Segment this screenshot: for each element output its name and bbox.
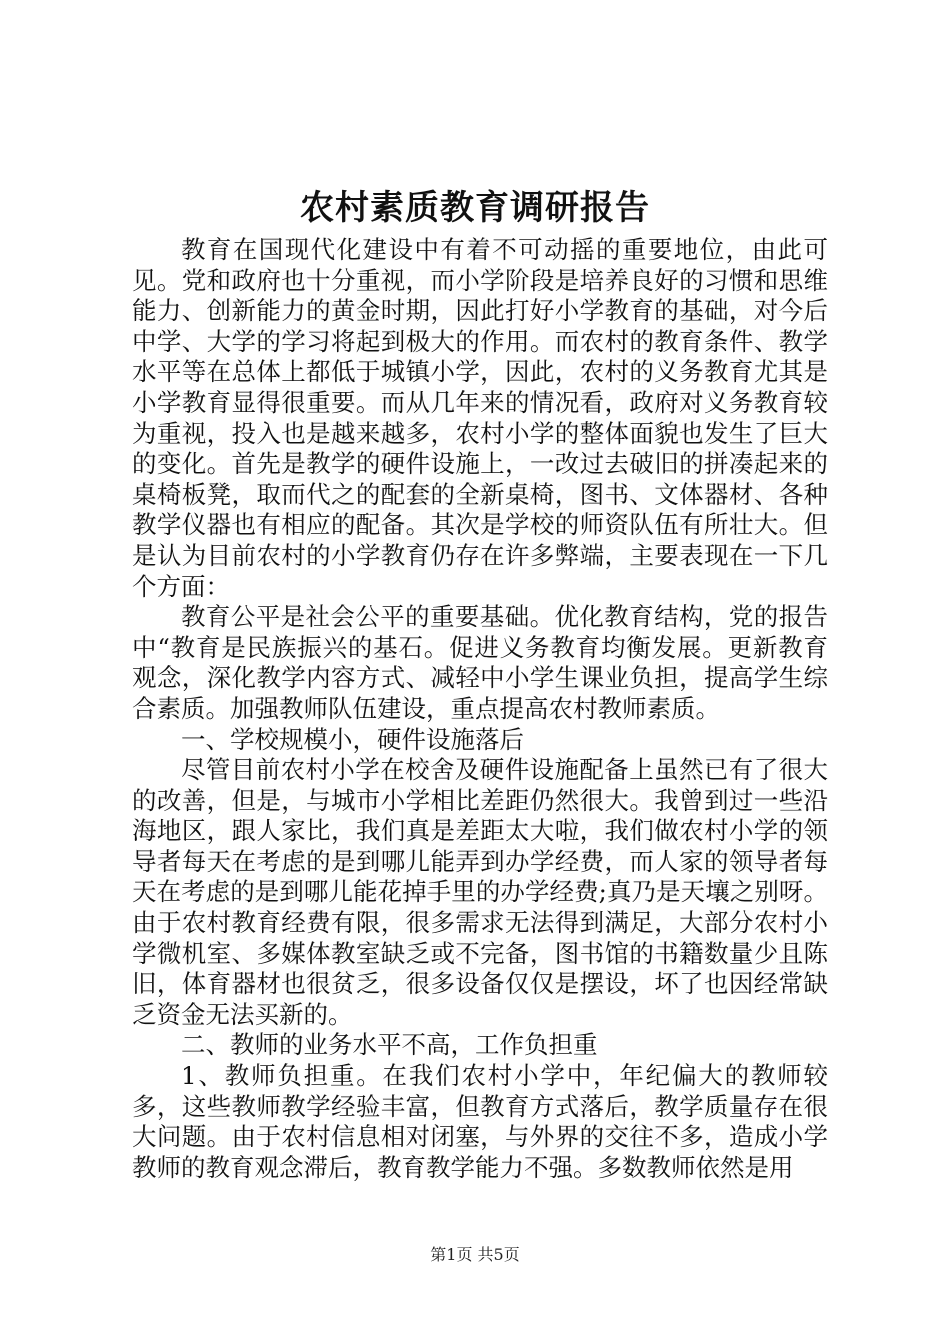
paragraph-teacher-burden: 1、教师负担重。在我们农村小学中，年纪偏大的教师较多，这些教师教学经验丰富，但教育方式落后，教学质量存在很大问题。由于农村信息相对闭塞，与外界的交往不多，造成小学教师的教育观念滞后，教育教学能力不强。多数教师依然是用 [132,1061,828,1182]
paragraph-education-equity: 教育公平是社会公平的重要基础。优化教育结构，党的报告中“教育是民族振兴的基石。促进义务教育均衡发展。更新教育观念，深化教学内容方式、减轻中小学生课业负担，提高学生综合素质。加强教师队伍建设，重点提高农村教师素质。 [132,602,828,723]
document-title: 农村素质教育调研报告 [300,188,650,228]
page-footer: 第1页 共5页 [430,1245,520,1264]
section-heading-1: 一、学校规模小，硬件设施落后 [181,724,524,754]
document-body [132,235,828,1183]
paragraph-facilities: 尽管目前农村小学在校舍及硬件设施配备上虽然已有了很大的改善，但是，与城市小学相比差距仍然很大。我曾到过一些沿海地区，跟人家比，我们真是差距太大啦，我们做农村小学的领导者每天在考虑的是到哪儿能弄到办学经费，而人家的领导者每天在考虑的是到哪儿能花掉手里的办学经费;真乃是天壤之别呀。由于农村教育经费有限，很多需求无法得到满足，大部分农村小学微机室、多媒体教室缺乏或不完备，图书馆的书籍数量少且陈旧，体育器材也很贫乏，很多设备仅仅是摆设，坏了也因经常缺乏资金无法买新的。 [132,755,828,1029]
paragraph-intro: 教育在国现代化建设中有着不可动摇的重要地位，由此可见。党和政府也十分重视，而小学阶段是培养良好的习惯和思维能力、创新能力的黄金时期，因此打好小学教育的基础，对今后中学、大学的学习将起到极大的作用。而农村的教育条件、教学水平等在总体上都低于城镇小学，因此，农村的义务教育尤其是小学教育显得很重要。而从几年来的情况看，政府对义务教育较为重视，投入也是越来越多，农村小学的整体面貌也发生了巨大的变化。首先是教学的硬件设施上，一改过去破旧的拼凑起来的桌椅板凳，取而代之的配套的全新桌椅，图书、文体器材、各种教学仪器也有相应的配备。其次是学校的师资队伍有所壮大。但是认为目前农村的小学教育仍存在许多弊端，主要表现在一下几个方面： [132,235,828,601]
section-heading-2: 二、教师的业务水平不高，工作负担重 [181,1030,598,1060]
